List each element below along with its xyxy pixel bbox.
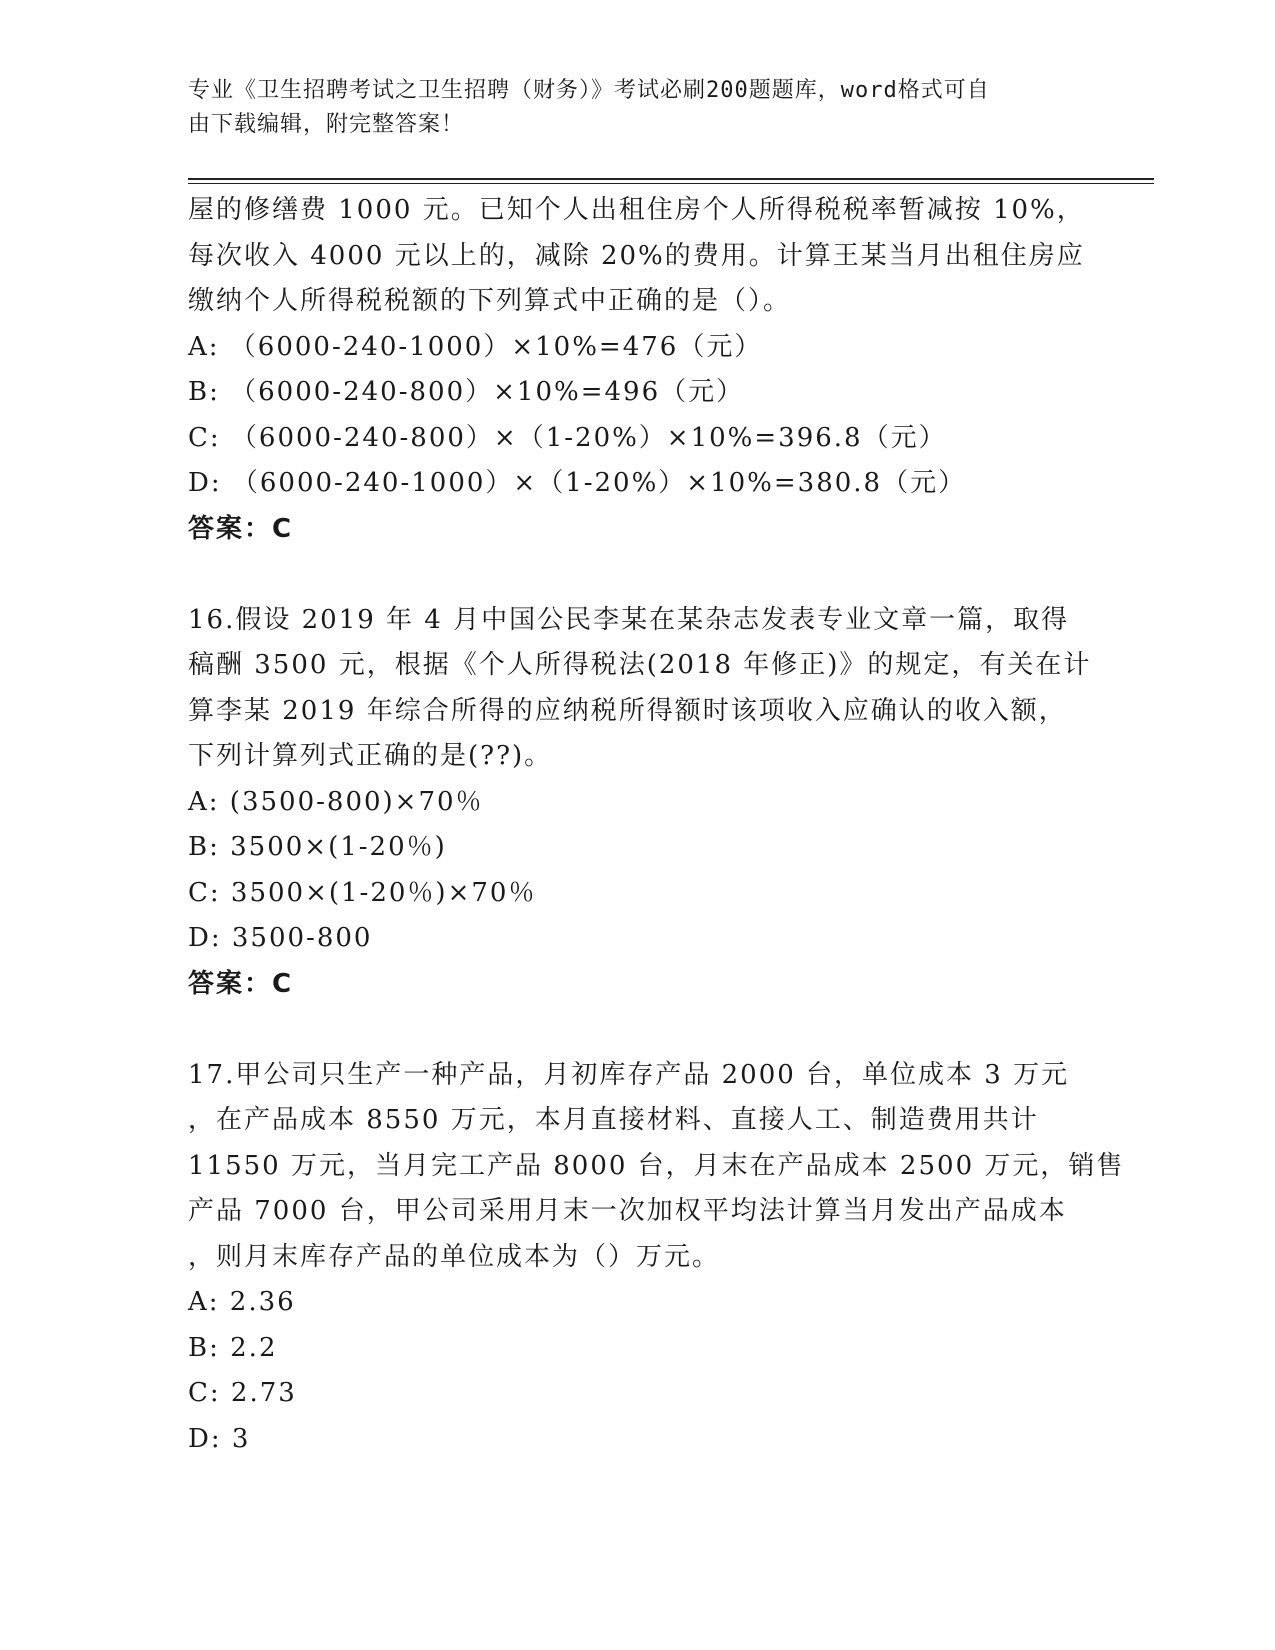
question-text-line: 算李某 2019 年综合所得的应纳税所得额时该项收入应确认的收入额， <box>188 695 1067 726</box>
answer-line: 答案：C <box>188 513 294 544</box>
option-d: D: 3 <box>188 1423 251 1454</box>
question-text-line: 下列计算列式正确的是(??)。 <box>188 741 553 771</box>
question-text-line: 产品 7000 台，甲公司采用月末一次加权平均法计算当月发出产品成本 <box>188 1196 1067 1226</box>
question-spacer <box>188 1007 1088 1053</box>
question-text-line: 屋的修缮费 1000 元。已知个人出租住房个人所得税税率暂减按 10%， <box>188 195 1085 225</box>
option-d: D: （6000-240-1000）×（1-20%）×10%=380.8（元） <box>188 468 967 498</box>
option-d: D: 3500-800 <box>188 923 373 953</box>
question-text-line: ，在产品成本 8550 万元，本月直接材料、直接人工、制造费用共计 <box>188 1105 1039 1135</box>
header-line-1: 专业《卫生招聘考试之卫生招聘（财务）》考试必刷200题题库，word格式可自 <box>188 78 990 103</box>
page-header <box>188 74 1068 142</box>
question-text-line: 17.甲公司只生产一种产品，月初库存产品 2000 台，单位成本 3 万元 <box>188 1059 1070 1090</box>
question-text-line: 缴纳个人所得税税额的下列算式中正确的是（）。 <box>188 286 792 316</box>
question-text-line: 16.假设 2019 年 4 月中国公民李某在某杂志发表专业文章一篇，取得 <box>188 604 1070 635</box>
option-c: C: 3500×(1-20％)×70％ <box>188 877 537 908</box>
option-a: A: 2.36 <box>188 1287 296 1317</box>
option-b: B: 3500×(1-20％) <box>188 832 447 862</box>
header-rule <box>188 178 1154 184</box>
option-c: C: （6000-240-800）×（1-20%）×10%=396.8（元） <box>188 422 947 453</box>
option-b: B: 2.2 <box>188 1332 278 1363</box>
question-spacer <box>188 552 1088 598</box>
option-b: B: （6000-240-800）×10%=496（元） <box>188 377 745 407</box>
document-body <box>188 188 1125 1462</box>
option-a: A: (3500-800)×70％ <box>188 786 484 817</box>
option-a: A: （6000-240-1000）×10%=476（元） <box>188 331 763 362</box>
question-text-line: 每次收入 4000 元以上的，减除 20%的费用。计算王某当月出租住房应 <box>188 240 1085 271</box>
answer-line: 答案：C <box>188 968 294 999</box>
option-c: C: 2.73 <box>188 1378 297 1408</box>
question-text-line: ，则月末库存产品的单位成本为（）万元。 <box>188 1241 721 1272</box>
question-17 <box>188 1053 1125 1463</box>
continued-question <box>188 188 1088 552</box>
header-line-2: 由下载编辑，附完整答案！ <box>188 112 465 137</box>
question-text-line: 11550 万元，当月完工产品 8000 台，月末在产品成本 2500 万元，销售 <box>188 1150 1125 1181</box>
question-text-line: 稿酬 3500 元，根据《个人所得税法(2018 年修正)》的规定，有关在计 <box>188 650 1092 680</box>
question-16 <box>188 598 1092 1008</box>
